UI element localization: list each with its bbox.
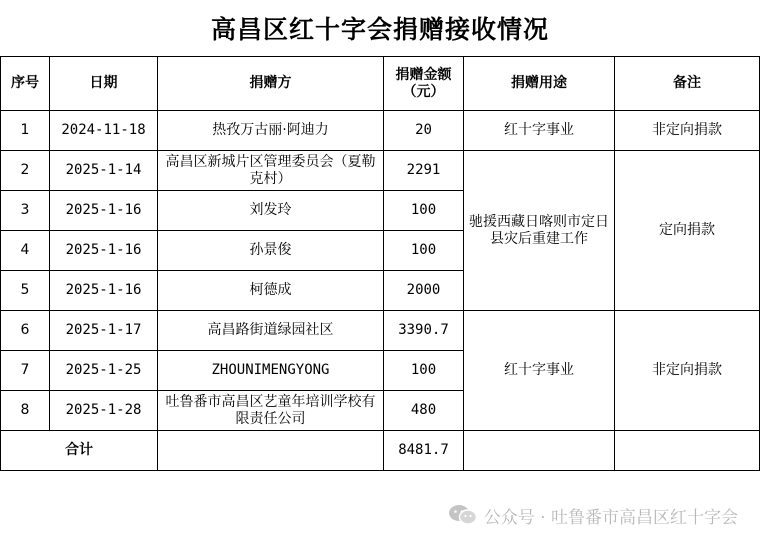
cell-amount: 2291 [384, 151, 464, 191]
cell-amount: 100 [384, 231, 464, 271]
cell-donor: 柯德成 [158, 271, 384, 311]
cell-remark-merged: 定向捐款 [615, 151, 760, 311]
column-header-amount: 捐赠金额（元） [384, 57, 464, 111]
cell-seq: 2 [1, 151, 50, 191]
cell-donor: ZHOUNIMENGYONG [158, 351, 384, 391]
cell-seq: 6 [1, 311, 50, 351]
cell-date: 2025-1-28 [50, 391, 158, 431]
cell-amount: 3390.7 [384, 311, 464, 351]
cell-date: 2025-1-16 [50, 231, 158, 271]
header-row [1, 57, 760, 111]
column-header-remark: 备注 [615, 57, 760, 111]
cell-seq: 8 [1, 391, 50, 431]
cell-amount: 100 [384, 191, 464, 231]
cell-donor: 高昌区新城片区管理委员会（夏勒克村） [158, 151, 384, 191]
total-empty-cell [615, 431, 760, 471]
column-header-purpose: 捐赠用途 [464, 57, 615, 111]
table-row [1, 151, 760, 191]
cell-seq: 1 [1, 111, 50, 151]
total-row [1, 431, 760, 471]
watermark [448, 500, 738, 530]
column-header-seq: 序号 [1, 57, 50, 111]
cell-amount: 20 [384, 111, 464, 151]
wechat-icon [448, 504, 478, 526]
cell-donor: 吐鲁番市高昌区艺童年培训学校有限责任公司 [158, 391, 384, 431]
cell-date: 2025-1-16 [50, 191, 158, 231]
cell-remark: 非定向捐款 [615, 111, 760, 151]
cell-purpose-merged: 驰援西藏日喀则市定日县灾后重建工作 [464, 151, 615, 311]
cell-donor: 高昌路街道绿园社区 [158, 311, 384, 351]
cell-date: 2024-11-18 [50, 111, 158, 151]
column-header-date: 日期 [50, 57, 158, 111]
cell-purpose-merged: 红十字事业 [464, 311, 615, 431]
cell-date: 2025-1-17 [50, 311, 158, 351]
cell-amount: 2000 [384, 271, 464, 311]
cell-seq: 5 [1, 271, 50, 311]
table-row [1, 111, 760, 151]
cell-date: 2025-1-14 [50, 151, 158, 191]
cell-seq: 3 [1, 191, 50, 231]
donation-table [0, 56, 760, 471]
cell-seq: 7 [1, 351, 50, 391]
cell-date: 2025-1-16 [50, 271, 158, 311]
watermark-text: 公众号 · 吐鲁番市高昌区红十字会 [483, 507, 738, 528]
total-empty-cell [464, 431, 615, 471]
cell-date: 2025-1-25 [50, 351, 158, 391]
cell-seq: 4 [1, 231, 50, 271]
total-empty-cell [158, 431, 384, 471]
cell-amount: 100 [384, 351, 464, 391]
cell-purpose: 红十字事业 [464, 111, 615, 151]
total-amount: 8481.7 [384, 431, 464, 471]
table-row [1, 311, 760, 351]
table-title: 高昌区红十字会捐赠接收情况 [210, 15, 549, 44]
cell-donor: 孙景俊 [158, 231, 384, 271]
total-label: 合计 [1, 431, 158, 471]
cell-donor: 刘发玲 [158, 191, 384, 231]
column-header-donor: 捐赠方 [158, 57, 384, 111]
cell-amount: 480 [384, 391, 464, 431]
cell-donor: 热孜万古丽·阿迪力 [158, 111, 384, 151]
cell-remark-merged: 非定向捐款 [615, 311, 760, 431]
